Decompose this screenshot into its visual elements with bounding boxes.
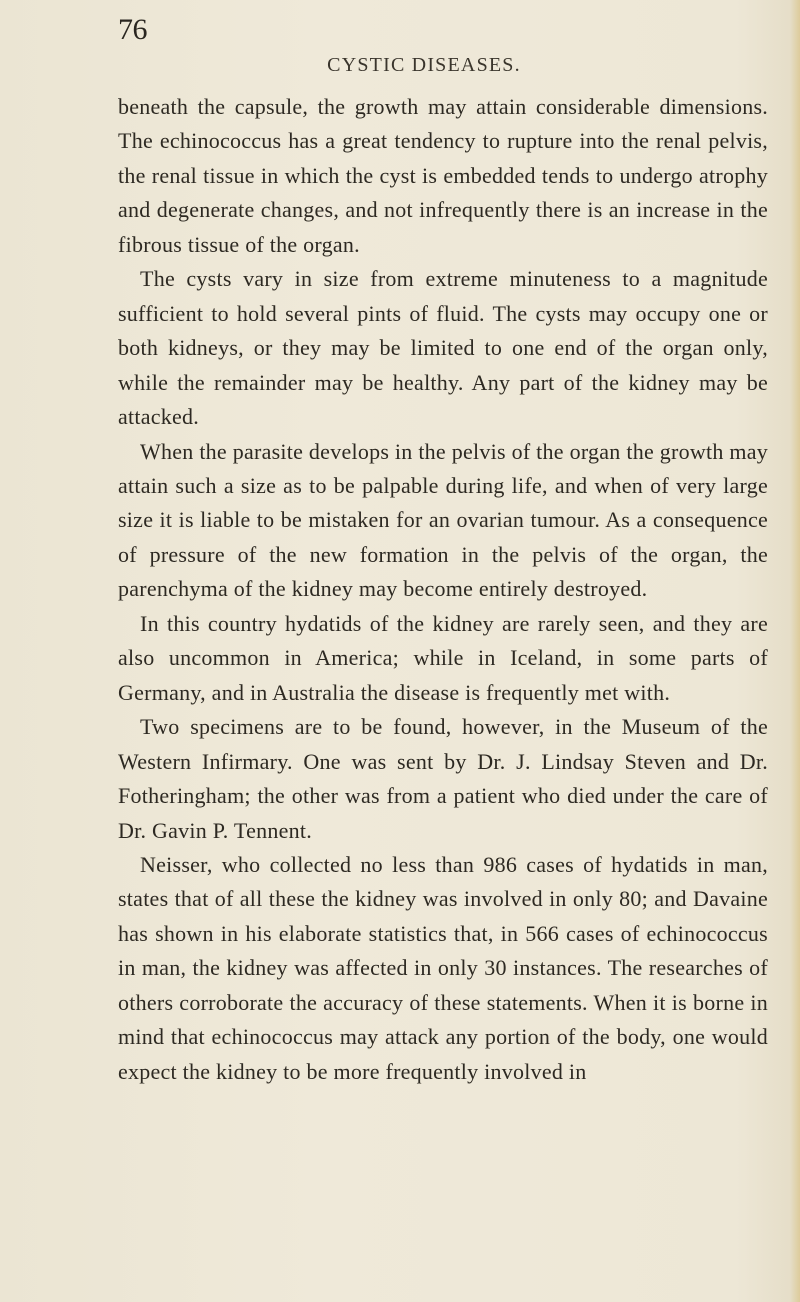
page-edge-shadow bbox=[790, 0, 800, 1302]
running-title bbox=[0, 50, 800, 80]
running-title-text: CYSTIC DISEASES. bbox=[327, 54, 521, 76]
paragraph-cyst-size: The cysts vary in size from extreme minuteness to a magnitude sufficient to hold several pints of fluid. The cysts may occupy one or both kidneys, or they may be limited to one end of the organ only, while the remainder may be healthy. Any part of the kidney may be attacked. bbox=[118, 266, 768, 430]
paragraph-specimens: Two specimens are to be found, however, in the Museum of the Western Infirmary. One was sent by Dr. J. Lindsay Steven and Dr. Fotheringham; the other was from a patient who died under the care of Dr. Gavin P. Tennent. bbox=[118, 714, 768, 843]
paragraph-continuation: beneath the capsule, the growth may attain considerable dimensions. The echinococcus has a great tendency to rupture into the renal pelvis, the renal tissue in which the cyst is embedded tends to undergo atrophy and degenerate changes, and not infrequently there is an increase in the fibrous tissue of the organ. bbox=[118, 94, 768, 257]
paragraph-geography: In this country hydatids of the kidney are rarely seen, and they are also uncommon in America; while in Iceland, in some parts of Germany, and in Australia the disease is frequently met with. bbox=[118, 610, 768, 705]
body-text bbox=[118, 90, 768, 1089]
page-number: 76 bbox=[118, 13, 147, 46]
paragraph-pelvis-growth: When the parasite develops in the pelvis of the organ the growth may attain such a size as to be palpable during life, and when of very large size it is liable to be mistaken for an ovarian tumour. As a consequence of pressure of the new formation in the pelvis of the organ, the parenchyma of the kidney may become entirely destroyed. bbox=[118, 438, 768, 602]
paragraph-statistics: Neisser, who collected no less than 986 cases of hydatids in man, states that of all these the kidney was involved in only 80; and Davaine has shown in his elaborate statistics that, in 566 cases of echinococcus in man, the kidney was affected in only 30 instances. The researches of others corroborate the accuracy of these statements. When it is borne in mind that echinococcus may attack any portion of the body, one would expect the kidney to be more frequently involved in bbox=[118, 851, 768, 1084]
